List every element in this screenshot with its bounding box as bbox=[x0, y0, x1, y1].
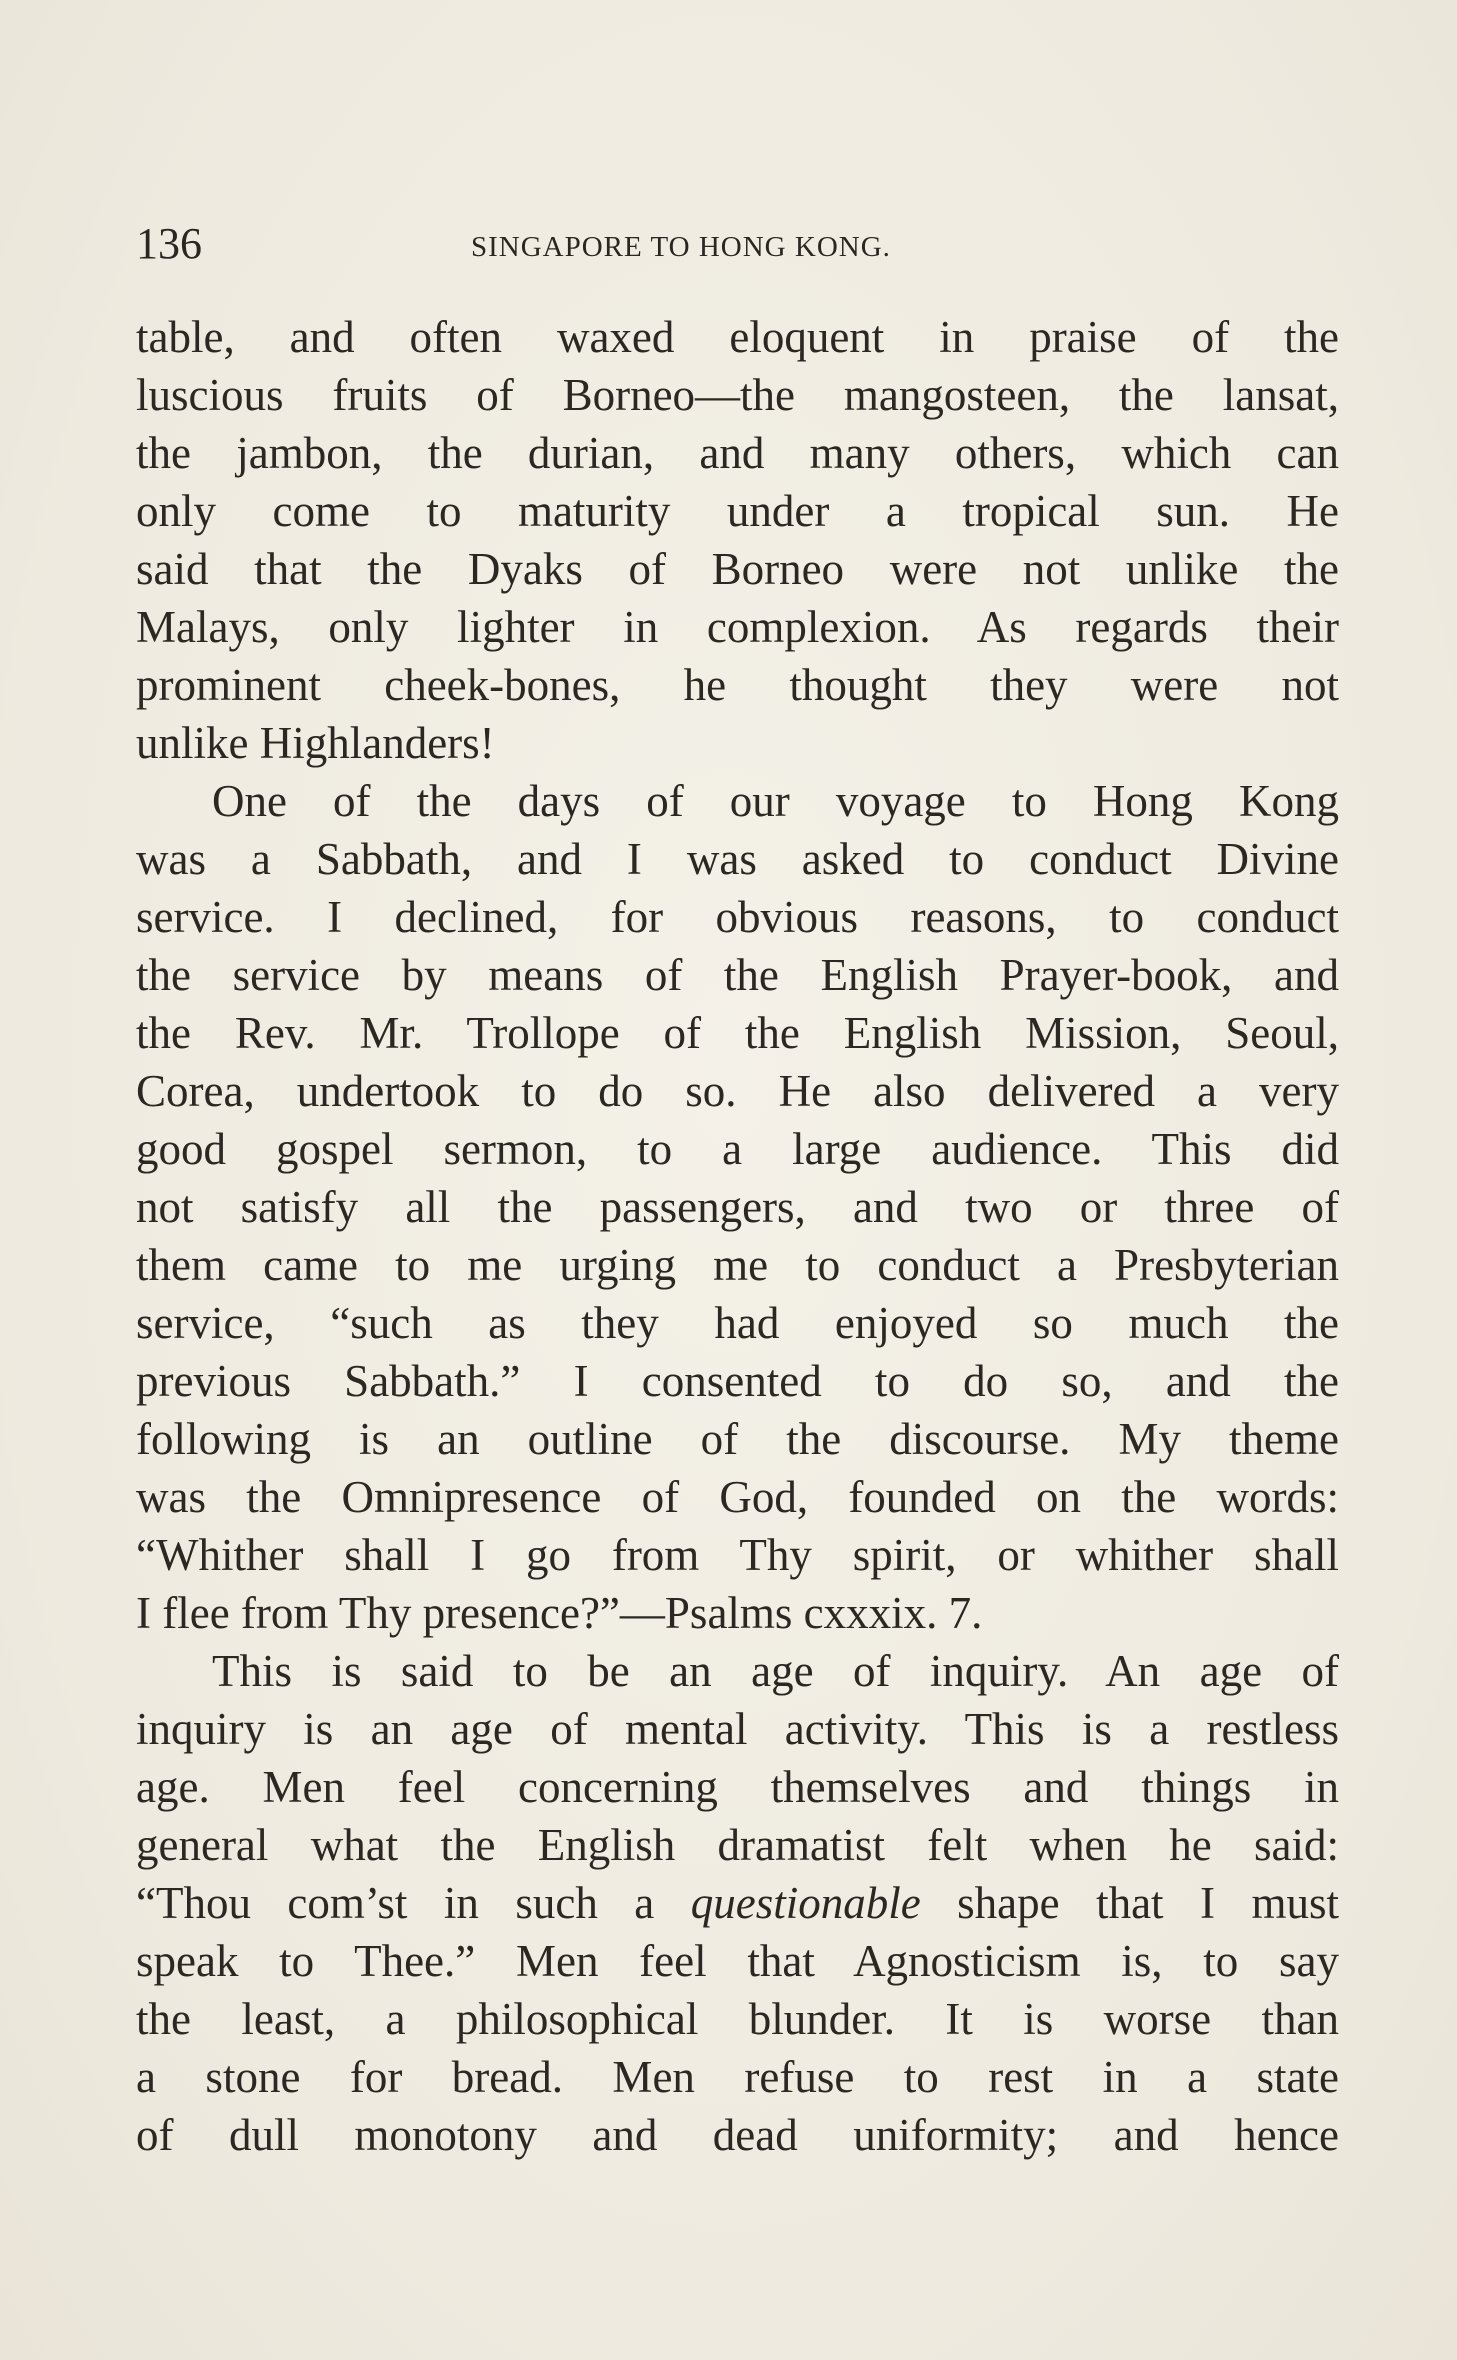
text-line: said that the Dyaks of Borneo were not unlike the bbox=[136, 544, 1339, 594]
text-line: of dull monotony and dead uniformity; and hence bbox=[136, 2110, 1339, 2160]
text-line: age. Men feel concerning themselves and things in bbox=[136, 1762, 1339, 1812]
page-header bbox=[136, 214, 1336, 274]
text-line: luscious fruits of Borneo—the mangosteen, the lansat, bbox=[136, 370, 1339, 420]
text-line: was a Sabbath, and I was asked to conduct Divine bbox=[136, 834, 1339, 884]
text-line: Malays, only lighter in complexion. As regards their bbox=[136, 602, 1339, 652]
text-line: One of the days of our voyage to Hong Kong bbox=[212, 776, 1339, 826]
text-line: This is said to be an age of inquiry. An age of bbox=[212, 1646, 1339, 1696]
text-line: the Rev. Mr. Trollope of the English Mission, Seoul, bbox=[136, 1008, 1339, 1058]
text-line: following is an outline of the discourse. My theme bbox=[136, 1414, 1339, 1464]
text-line: “Whither shall I go from Thy spirit, or whither shall bbox=[136, 1530, 1339, 1580]
quote-line bbox=[136, 1874, 1339, 1932]
body-text bbox=[136, 308, 1339, 2164]
quote-line-before: “Thou com’st in such a bbox=[136, 1878, 691, 1928]
text-line: was the Omnipresence of God, founded on the words: bbox=[136, 1472, 1339, 1522]
text-line: the jambon, the durian, and many others, which can bbox=[136, 428, 1339, 478]
text-line: Corea, undertook to do so. He also delivered a very bbox=[136, 1066, 1339, 1116]
text-line: unlike Highlanders! bbox=[136, 718, 495, 768]
text-line: I flee from Thy presence?”—Psalms cxxxix. 7. bbox=[136, 1588, 983, 1638]
text-line: the service by means of the English Prayer-book, and bbox=[136, 950, 1339, 1000]
text-line: good gospel sermon, to a large audience. This did bbox=[136, 1124, 1339, 1174]
text-line: a stone for bread. Men refuse to rest in a state bbox=[136, 2052, 1339, 2102]
page-number: 136 bbox=[136, 219, 202, 268]
text-line: not satisfy all the passengers, and two or three of bbox=[136, 1182, 1339, 1232]
text-line: them came to me urging me to conduct a Presbyterian bbox=[136, 1240, 1339, 1290]
text-line: service, “such as they had enjoyed so much the bbox=[136, 1298, 1339, 1348]
text-line: general what the English dramatist felt when he said: bbox=[136, 1820, 1339, 1870]
text-line: the least, a philosophical blunder. It is worse than bbox=[136, 1994, 1339, 2044]
text-line: inquiry is an age of mental activity. This is a restless bbox=[136, 1704, 1339, 1754]
text-line: speak to Thee.” Men feel that Agnosticism is, to say bbox=[136, 1936, 1339, 1986]
text-line: table, and often waxed eloquent in praise of the bbox=[136, 312, 1339, 362]
text-line: prominent cheek-bones, he thought they were not bbox=[136, 660, 1339, 710]
italic-word: questionable bbox=[690, 1878, 921, 1928]
text-line: service. I declined, for obvious reasons, to conduct bbox=[136, 892, 1339, 942]
running-head: SINGAPORE TO HONG KONG. bbox=[471, 231, 891, 263]
text-line: previous Sabbath.” I consented to do so, and the bbox=[136, 1356, 1339, 1406]
text-line: only come to maturity under a tropical sun. He bbox=[136, 486, 1339, 536]
quote-line-after: shape that I must bbox=[920, 1878, 1339, 1928]
